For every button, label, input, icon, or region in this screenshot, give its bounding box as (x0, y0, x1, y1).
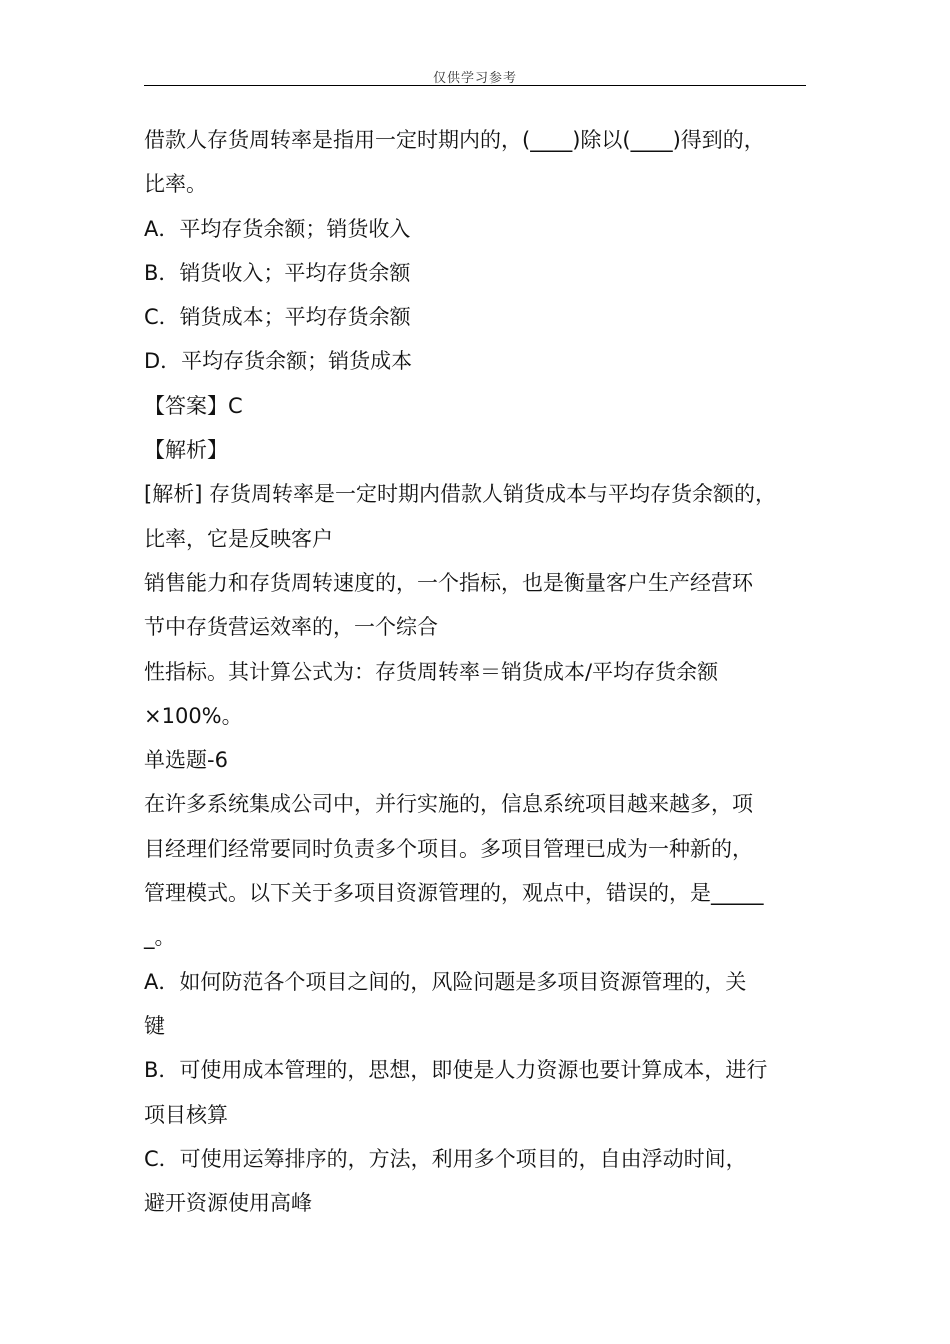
analysis-text-line-4: 节中存货营运效率的，一个综合 (144, 615, 438, 640)
question2-text-line-4: _。 (144, 925, 176, 950)
analysis-text-line-3: 销售能力和存货周转速度的，一个指标，也是衡量客户生产经营环 (144, 570, 753, 595)
question2-text-line-1: 在许多系统集成公司中，并行实施的，信息系统项目越来越多，项 (144, 792, 753, 817)
header-divider (144, 85, 806, 86)
option-c: C．销货成本；平均存货余额 (144, 305, 411, 330)
answer-line: 【答案】C (144, 393, 243, 418)
analysis-heading: 【解析】 (144, 438, 228, 463)
question2-text-line-2: 目经理们经常要同时负责多个项目。多项目管理已成为一种新的， (144, 836, 753, 861)
question2-option-c-line-1: C．可使用运筹排序的，方法，利用多个项目的，自由浮动时间， (144, 1146, 747, 1171)
analysis-text-line-6: ×100%。 (144, 703, 243, 728)
option-a: A．平均存货余额；销货收入 (144, 216, 411, 241)
document-body (144, 118, 824, 1225)
analysis-text-line-1: [解析] 存货周转率是一定时期内借款人销货成本与平均存货余额的， (144, 482, 777, 507)
question2-option-a-line-1: A．如何防范各个项目之间的，风险问题是多项目资源管理的，关 (144, 969, 747, 994)
analysis-text-line-5: 性指标。其计算公式为：存货周转率＝销货成本/平均存货余额 (144, 659, 719, 684)
question2-option-b-line-1: B．可使用成本管理的，思想，即使是人力资源也要计算成本，进行 (144, 1058, 768, 1083)
question2-text-line-3: 管理模式。以下关于多项目资源管理的，观点中，错误的，是_____ (144, 881, 764, 906)
question2-option-c-line-2: 避开资源使用高峰 (144, 1191, 312, 1216)
question-text-line-2: 比率。 (144, 172, 207, 197)
option-b: B．销货收入；平均存货余额 (144, 260, 411, 285)
question-number: 单选题-6 (144, 748, 228, 773)
question2-option-a-line-2: 键 (144, 1013, 165, 1038)
analysis-text-line-2: 比率，它是反映客户 (144, 526, 333, 551)
question2-option-b-line-2: 项目核算 (144, 1102, 228, 1127)
option-d: D．平均存货余额；销货成本 (144, 349, 413, 374)
page-header: 仅供学习参考 (432, 71, 517, 86)
question-text-line-1: 借款人存货周转率是指用一定时期内的，(____)除以(____)得到的， (144, 128, 765, 152)
